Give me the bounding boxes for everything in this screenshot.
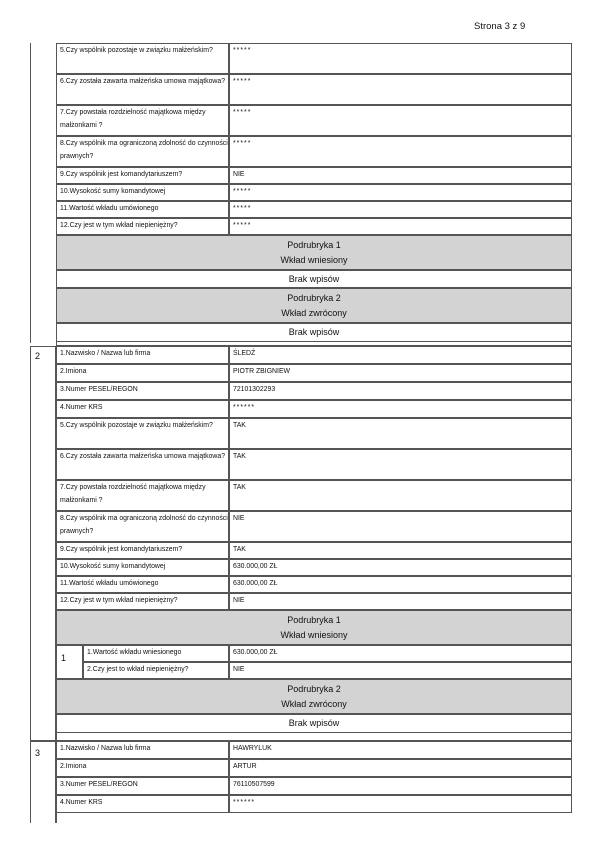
field-label: 2.Imiona: [56, 364, 229, 382]
field-value: 630.000,00 ZŁ: [229, 559, 572, 576]
entry-number: 2: [35, 351, 41, 361]
field-label: 7.Czy powstała rozdzielność majątkowa między małżonkami ?: [56, 480, 229, 511]
field-label: 4.Numer KRS: [56, 795, 229, 813]
field-label: 10.Wysokość sumy komandytowej: [56, 559, 229, 576]
field-label: 5.Czy wspólnik pozostaje w związku małżeńskim?: [56, 43, 229, 74]
field-label: 6.Czy została zawarta małżeńska umowa majątkowa?: [56, 74, 229, 105]
field-value: ******: [229, 400, 572, 418]
empty-notice: Brak wpisów: [56, 323, 572, 342]
field-label: 12.Czy jest w tym wkład niepieniężny?: [56, 218, 229, 235]
entry-number-cell: [30, 346, 56, 741]
field-value: ŚLEDŹ: [229, 346, 572, 364]
item-label: 1.Wartość wkładu wniesionego: [83, 645, 229, 662]
column-line: [56, 813, 57, 823]
field-label: 12.Czy jest w tym wkład niepieniężny?: [56, 593, 229, 610]
register-table: [30, 43, 572, 823]
field-value: *****: [229, 201, 572, 218]
field-value: *****: [229, 43, 572, 74]
field-label: 10.Wysokość sumy komandytowej: [56, 184, 229, 201]
field-value: TAK: [229, 449, 572, 480]
field-value: 76110507599: [229, 777, 572, 795]
field-value: NIE: [229, 511, 572, 542]
left-border: [30, 43, 31, 343]
subsection-title: Podrubryka 2: [287, 684, 341, 694]
field-label: 11.Wartość wkładu umówionego: [56, 201, 229, 218]
field-label: 4.Numer KRS: [56, 400, 229, 418]
field-value: TAK: [229, 542, 572, 559]
subsection-title: Podrubryka 1: [287, 615, 341, 625]
field-value: *****: [229, 105, 572, 136]
field-label: 11.Wartość wkładu umówionego: [56, 576, 229, 593]
field-value: *****: [229, 218, 572, 235]
item-number-cell: [56, 645, 83, 679]
subsection-header: [56, 679, 572, 714]
field-label: 9.Czy wspólnik jest komandytariuszem?: [56, 542, 229, 559]
field-label: 8.Czy wspólnik ma ograniczoną zdolność do czynności prawnych?: [56, 136, 229, 167]
field-label: 1.Nazwisko / Nazwa lub firma: [56, 741, 229, 759]
field-value: 630.000,00 ZŁ: [229, 576, 572, 593]
field-value: *****: [229, 184, 572, 201]
spacer-row: [56, 733, 572, 741]
field-value: NIE: [229, 593, 572, 610]
subsection-header: [56, 610, 572, 645]
field-label: 2.Imiona: [56, 759, 229, 777]
subsection-title: Podrubryka 2: [287, 293, 341, 303]
field-label: 9.Czy wspólnik jest komandytariuszem?: [56, 167, 229, 184]
field-label: 8.Czy wspólnik ma ograniczoną zdolność do czynności prawnych?: [56, 511, 229, 542]
field-value: ******: [229, 795, 572, 813]
field-value: PIOTR ZBIGNIEW: [229, 364, 572, 382]
item-value: NIE: [229, 662, 572, 679]
field-value: TAK: [229, 480, 572, 511]
empty-notice: Brak wpisów: [56, 714, 572, 733]
field-value: NIE: [229, 167, 572, 184]
field-label: 1.Nazwisko / Nazwa lub firma: [56, 346, 229, 364]
field-value: ARTUR: [229, 759, 572, 777]
field-value: HAWRYLUK: [229, 741, 572, 759]
item-value: 630.000,00 ZŁ: [229, 645, 572, 662]
field-value: *****: [229, 74, 572, 105]
subsection-subtitle: Wkład zwrócony: [281, 308, 347, 318]
subsection-header: [56, 288, 572, 323]
field-label: 5.Czy wspólnik pozostaje w związku małżeńskim?: [56, 418, 229, 449]
field-value: TAK: [229, 418, 572, 449]
item-number: 1: [61, 653, 67, 663]
entry-number-cell: [30, 741, 56, 823]
subsection-subtitle: Wkład zwrócony: [281, 699, 347, 709]
subsection-subtitle: Wkład wniesiony: [280, 255, 348, 265]
page-number: Strona 3 z 9: [474, 21, 526, 32]
entry-number: 3: [35, 748, 41, 758]
empty-notice: Brak wpisów: [56, 270, 572, 288]
field-label: 6.Czy została zawarta małżeńska umowa majątkowa?: [56, 449, 229, 480]
subsection-header: [56, 235, 572, 270]
item-label: 2.Czy jest to wkład niepieniężny?: [83, 662, 229, 679]
field-value: *****: [229, 136, 572, 167]
field-label: 3.Numer PESEL/REGON: [56, 382, 229, 400]
field-label: 7.Czy powstała rozdzielność majątkowa między małżonkami ?: [56, 105, 229, 136]
subsection-subtitle: Wkład wniesiony: [280, 630, 348, 640]
field-label: 3.Numer PESEL/REGON: [56, 777, 229, 795]
subsection-title: Podrubryka 1: [287, 240, 341, 250]
field-value: 72101302293: [229, 382, 572, 400]
